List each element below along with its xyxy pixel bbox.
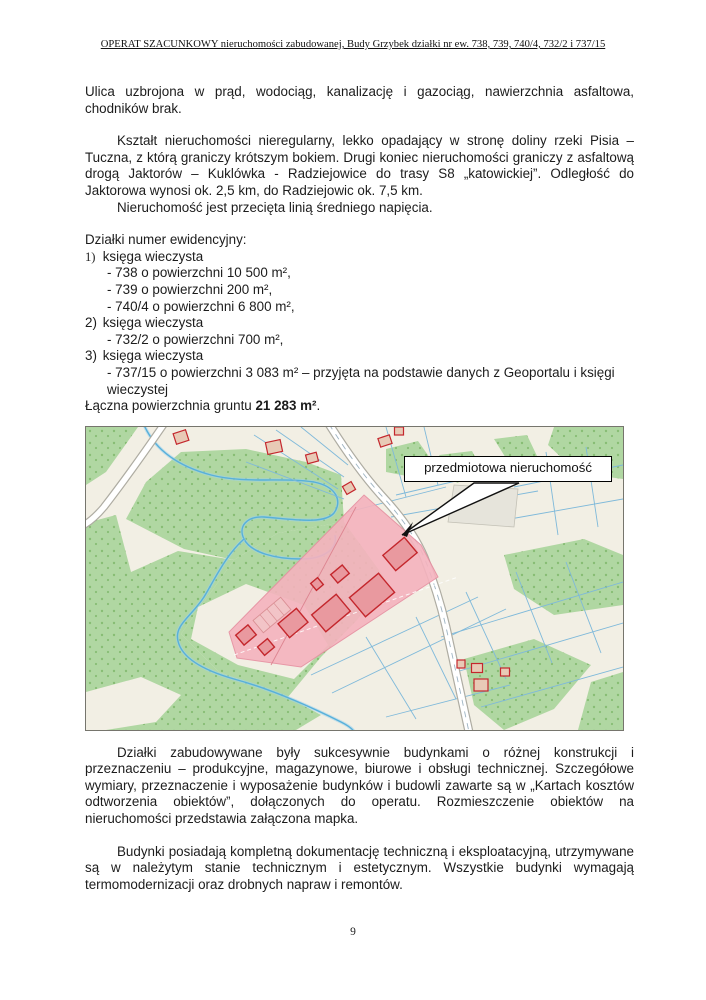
plot-group-1-number: 1) (85, 249, 96, 264)
plot-item: - 739 o powierzchni 200 m², (107, 281, 273, 297)
plot-group-3-label: księga wieczysta (102, 348, 204, 364)
paragraph-shape: Kształt nieruchomości nieregularny, lekko opadający w stronę doliny rzeki Pisia – Tuczna, z którą graniczy krótszym bokiem. Drugi koniec nieruchomości graniczy z asfaltową drogą Jaktorów – Kuklówka - Radziejowice do trasy S8 „katowickiej”. Odległość do Jaktorowa wynosi ok. 2,5 km, do Radziejowic ok. 7,5 km. (85, 133, 634, 198)
page-content (85, 84, 634, 909)
plot-group-1-label: księga wieczysta (102, 248, 204, 264)
paragraph-buildings-history: Działki zabudowywane były sukcesywnie budynkami o różnej konstrukcji i przeznaczeniu – produkcyjne, magazynowe, biurowe i obsługi technicznej. Szczegółowe wymiary, przeznaczenie i wyposażenie budynków i budowli zawarte są w „Kartach kosztów odtworzenia obiektów”, dołączonych do operatu. Rozmieszczenie obiektów na nieruchomości przedstawia załączona mapka. (85, 744, 634, 827)
plot-item: - 737/15 o powierzchni 3 083 m² – przyjęta na podstawie danych z Geoportalu i księgi wieczystej (107, 364, 615, 397)
plot-group-3-number: 3) (85, 348, 97, 364)
plot-group-2-number: 2) (85, 315, 97, 331)
plot-group-1 (85, 249, 634, 266)
plot-list (85, 232, 634, 415)
header-title: OPERAT SZACUNKOWY nieruchomości zabudowanej, Budy Grzybek działki nr ew. 738, 739, 740/4, 732/2 i 737/15 (100, 39, 606, 50)
paragraph-buildings-condition: Budynki posiadają kompletną dokumentację techniczną i eksploatacyjną, utrzymywane są w należytym stanie technicznym i estetycznym. Wszystkie budynki wymagają termomodernizacji oraz drobnych napraw i remontów. (85, 843, 634, 892)
paragraph-powerline: Nieruchomość jest przecięta linią średniego napięcia. (117, 199, 433, 215)
total-area-prefix: Łączna powierzchnia gruntu (85, 398, 256, 414)
map-callout-label: przedmiotowa nieruchomość (404, 456, 612, 482)
total-area-value: 21 283 m² (255, 398, 317, 414)
plot-group-2 (85, 315, 634, 332)
page-header (0, 39, 706, 50)
plot-item: - 732/2 o powierzchni 700 m², (107, 331, 284, 347)
total-area-suffix: . (316, 398, 321, 414)
plot-group-3 (85, 348, 634, 365)
paragraph-street: Ulica uzbrojona w prąd, wodociąg, kanalizację i gazociąg, nawierzchnia asfaltowa, chodników brak. (85, 84, 634, 116)
plot-list-intro: Działki numer ewidencyjny: (85, 232, 247, 248)
plot-item: - 738 o powierzchni 10 500 m², (107, 265, 291, 281)
total-area (85, 398, 634, 415)
location-map-image (85, 426, 624, 731)
plot-item: - 740/4 o powierzchni 6 800 m², (107, 298, 295, 314)
plot-group-2-label: księga wieczysta (102, 315, 204, 331)
page-number: 9 (350, 926, 356, 938)
